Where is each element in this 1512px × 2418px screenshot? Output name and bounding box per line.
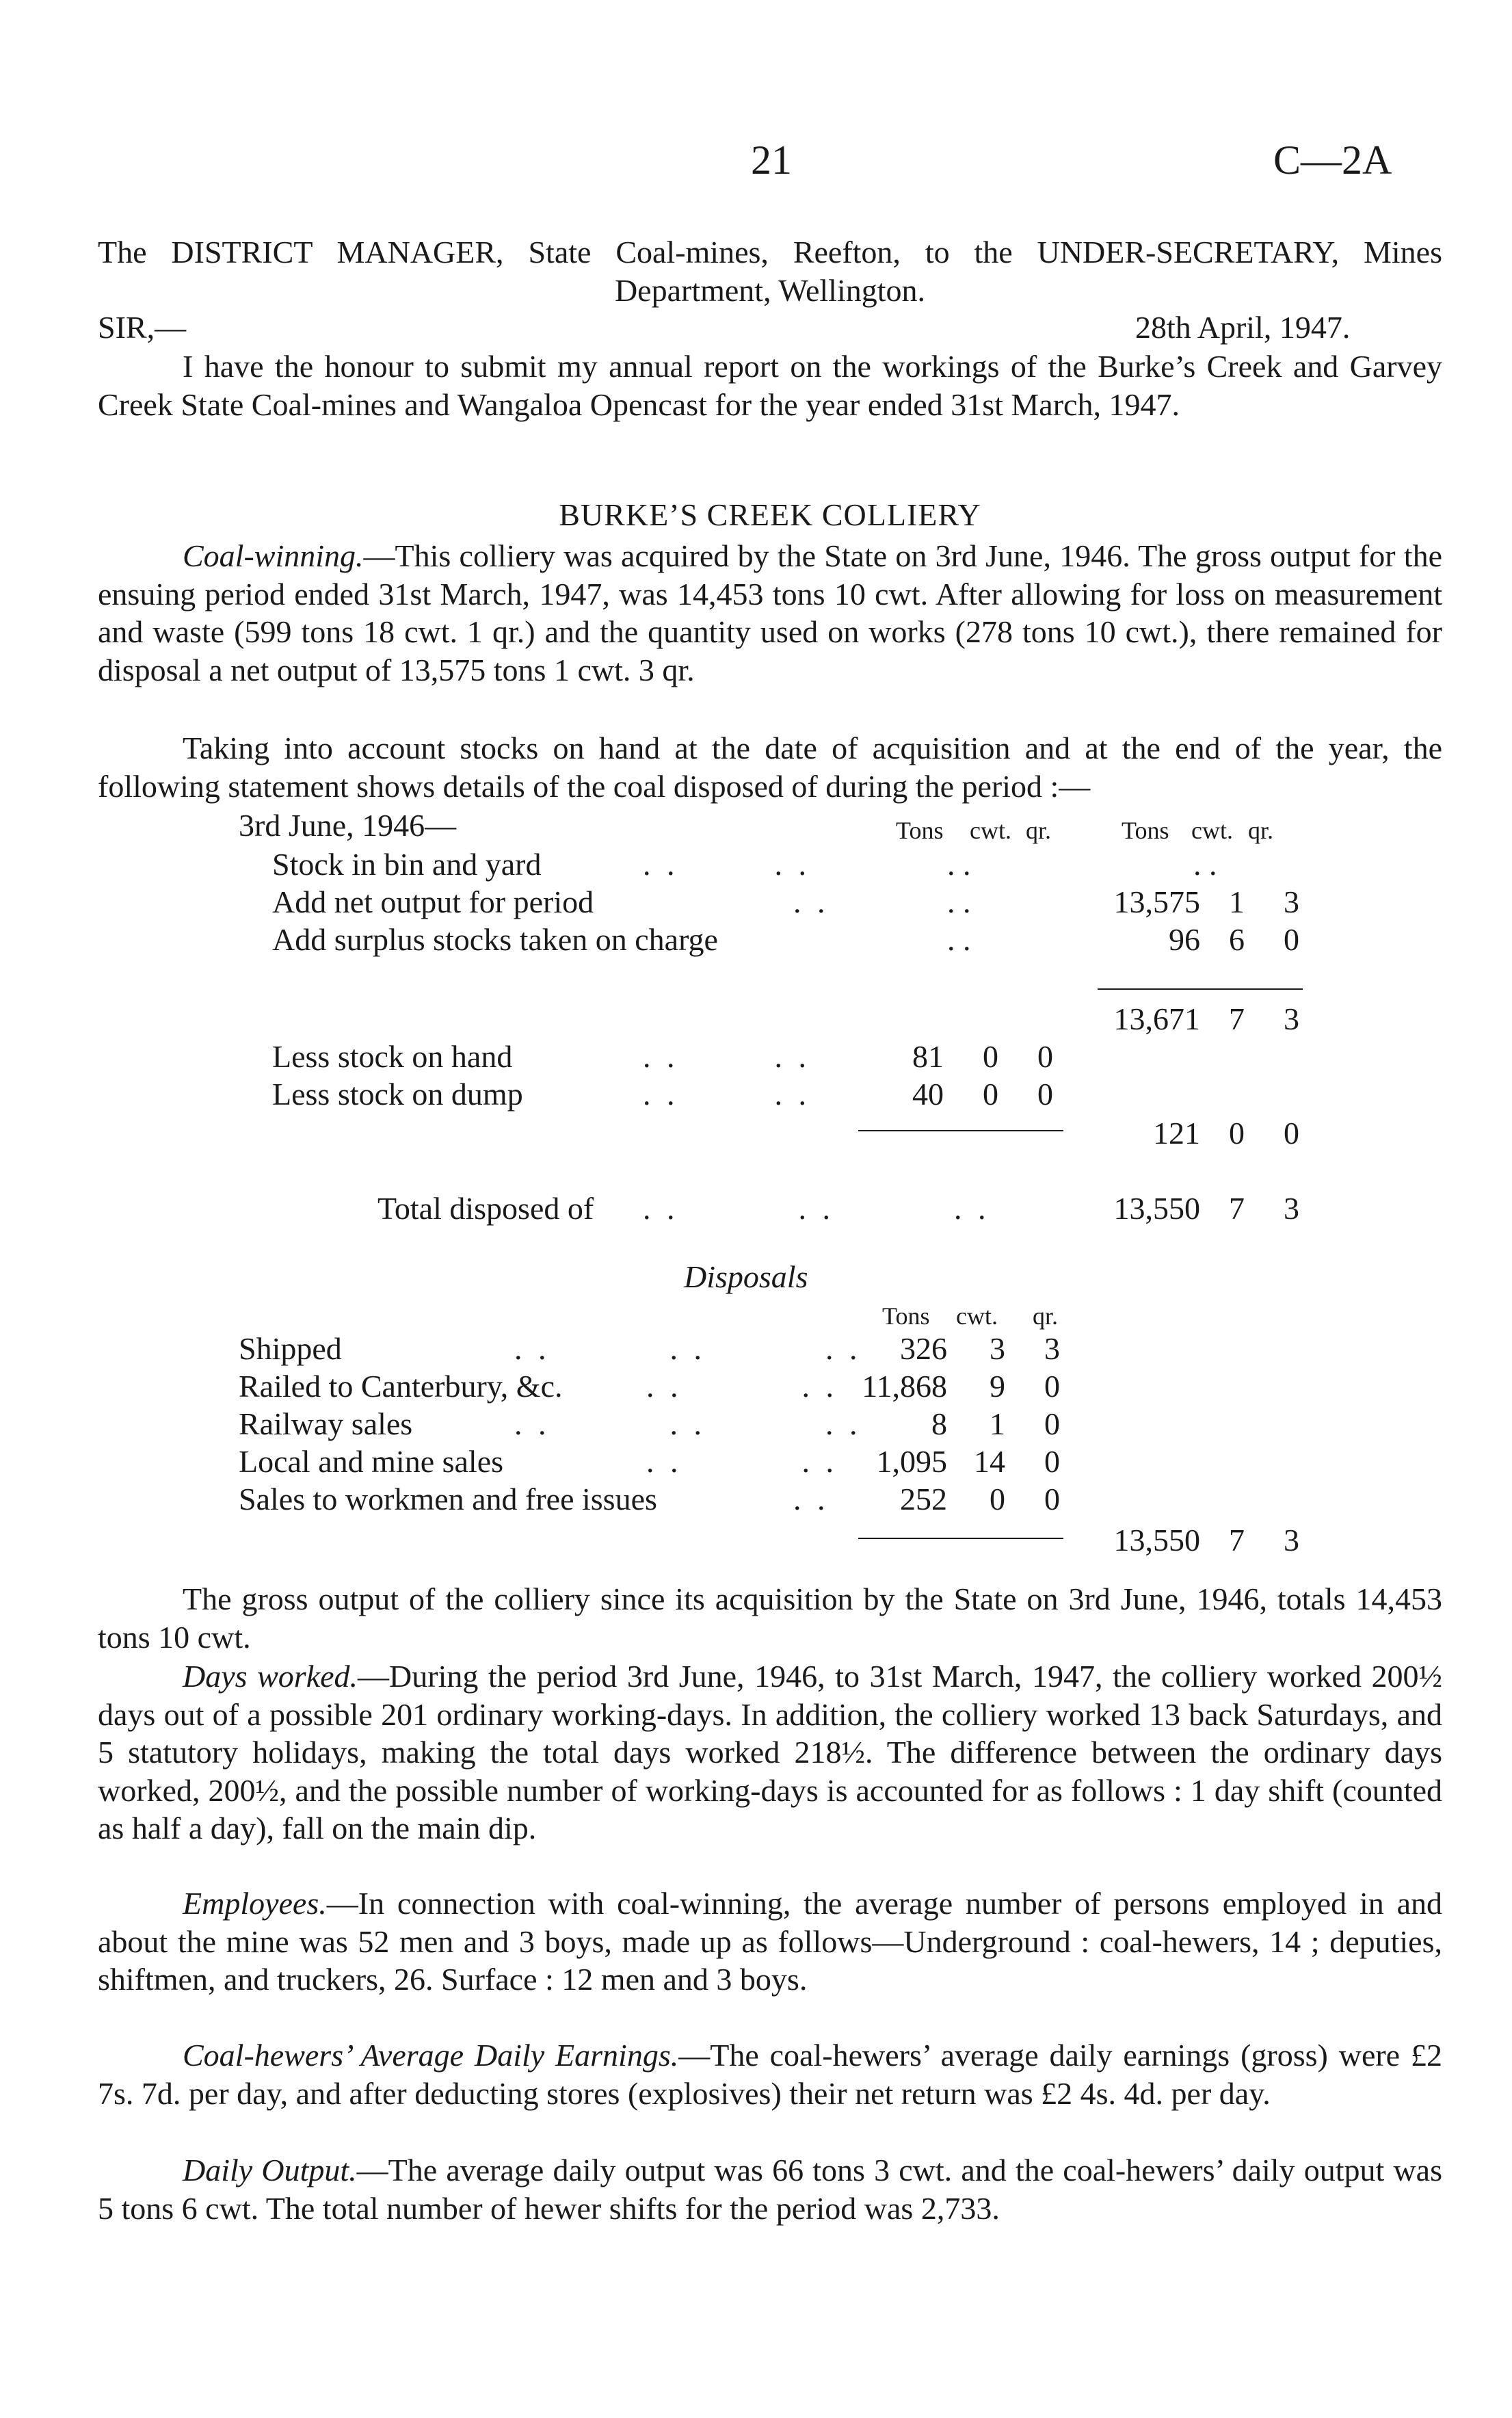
days-worked-paragraph xyxy=(98,1657,1442,1848)
disposal-row-qr: 0 xyxy=(1044,1444,1060,1479)
address-line-2: Department, Wellington. xyxy=(614,273,926,308)
subtotal-tons: 13,671 xyxy=(1113,1001,1200,1036)
daily-output-text: —The average daily output was 66 tons 3 cwt. and the coal-hewers’ daily output was 5 tons 6 cwt. The total number of hewer shifts for the period was 2,733. xyxy=(98,2153,1442,2226)
disposal-row-label: Railway sales xyxy=(239,1406,413,1441)
leader-dots: . . . . xyxy=(646,1369,838,1404)
less-row-cwt: 0 xyxy=(983,1039,998,1074)
statement-row-label: Stock in bin and yard xyxy=(272,847,542,882)
disposal-row-cwt: 14 xyxy=(974,1444,1005,1479)
stocks-paragraph: Taking into account stocks on hand at the date of acquisition and at the end of the year, the following statement shows details of the coal disposed of during the period :— xyxy=(98,731,1442,804)
leader-dots: . . . . . . xyxy=(514,1406,862,1441)
page-number: 21 xyxy=(751,137,792,183)
days-worked-heading: Days worked. xyxy=(183,1659,358,1694)
less-total-tons: 121 xyxy=(1153,1116,1200,1151)
disposal-row-qr: 0 xyxy=(1044,1369,1060,1404)
disposal-row-tons: 8 xyxy=(931,1406,947,1441)
leader-dots: . . xyxy=(947,922,971,957)
leader-dots: . . . . xyxy=(643,847,810,882)
employees-paragraph xyxy=(98,1884,1442,1999)
coal-winning-paragraph xyxy=(98,537,1442,689)
less-row-label: Less stock on dump xyxy=(272,1077,523,1112)
leader-dots: . . . . xyxy=(643,1077,810,1112)
statement-row-tons: . . xyxy=(1193,847,1217,882)
subtotal-cwt: 7 xyxy=(1229,1001,1245,1036)
earnings-heading: Coal-hewers’ Average Daily Earnings. xyxy=(183,2038,679,2073)
disposal-row-label: Sales to workmen and free issues xyxy=(239,1482,657,1516)
total-disposed-tons: 13,550 xyxy=(1113,1191,1200,1226)
less-total-rule xyxy=(858,1130,1063,1131)
disposals-col-qr: qr. xyxy=(1033,1302,1059,1330)
statement-row-tons: 13,575 xyxy=(1113,884,1200,919)
section-title: BURKE’S CREEK COLLIERY xyxy=(559,497,981,532)
days-worked-text: —During the period 3rd June, 1946, to 31st March, 1947, the colliery worked 200½ days out of a possible 201 ordinary working-days. In addition, the colliery worked 13 back Saturdays, and 5 statutory holidays, making the total days worked 218½. The difference between the ordinary days worked, 200½, and the possible number of working-days is accounted for as follows : 1 day shift (counted as half a day), fall on the main dip. xyxy=(98,1659,1442,1845)
leader-dots: . . xyxy=(793,1482,830,1516)
statement-col-qr-2: qr. xyxy=(1248,817,1274,844)
disposal-row-cwt: 0 xyxy=(990,1482,1005,1516)
leader-dots: . . xyxy=(947,884,971,919)
address-line-1: The DISTRICT MANAGER, State Coal-mines, Reefton, to the UNDER-SECRETARY, Mines xyxy=(98,235,1442,270)
statement-row-cwt: 1 xyxy=(1229,884,1245,919)
employees-heading: Employees. xyxy=(183,1886,327,1921)
earnings-text: —The coal-hewers’ average daily earnings (gross) were £2 7s. 7d. per day, and after deducting stores (explosives) their net return was £2 4s. 4d. per day. xyxy=(98,2038,1442,2111)
daily-output-heading: Daily Output. xyxy=(183,2153,357,2187)
leader-dots: . . . . xyxy=(646,1444,838,1479)
statement-row-qr: 0 xyxy=(1284,922,1299,957)
disposal-row-qr: 3 xyxy=(1044,1331,1060,1366)
coal-winning-heading: Coal-winning. xyxy=(183,538,364,573)
less-row-qr: 0 xyxy=(1037,1039,1053,1074)
statement-row-tons: 96 xyxy=(1169,922,1200,957)
disposals-title: Disposals xyxy=(684,1259,808,1294)
less-row-cwt: 0 xyxy=(983,1077,998,1112)
disposal-row-tons: 252 xyxy=(900,1482,947,1516)
gross-output-paragraph: The gross output of the colliery since its acquisition by the State on 3rd June, 1946, totals 14,453 tons 10 cwt. xyxy=(98,1581,1442,1655)
subtotal-rule xyxy=(1098,988,1303,990)
disposals-total-qr: 3 xyxy=(1284,1523,1299,1558)
statement-col-tons-2: Tons xyxy=(1122,817,1169,844)
statement-col-qr-1: qr. xyxy=(1026,817,1052,844)
leader-dots: . . . . xyxy=(643,1039,810,1074)
document-reference: C—2A xyxy=(1273,137,1392,183)
disposal-row-cwt: 1 xyxy=(990,1406,1005,1441)
coal-winning-text: —This colliery was acquired by the State on 3rd June, 1946. The gross output for the ensuing period ended 31st March, 1947, was 14,453 tons 10 cwt. After allowing for loss on measurement and waste (599 tons 18 cwt. 1 qr.) and the quantity used on works (278 tons 10 cwt.), there remained for disposal a net output of 13,575 tons 1 cwt. 3 qr. xyxy=(98,538,1442,687)
disposal-row-label: Shipped xyxy=(239,1331,342,1366)
disposal-row-cwt: 9 xyxy=(990,1369,1005,1404)
disposal-row-qr: 0 xyxy=(1044,1406,1060,1441)
total-disposed-label: Total disposed of xyxy=(377,1191,594,1226)
subtotal-qr: 3 xyxy=(1284,1001,1299,1036)
less-row-label: Less stock on hand xyxy=(272,1039,513,1074)
disposals-total-cwt: 7 xyxy=(1229,1523,1245,1558)
salutation: SIR,— xyxy=(98,310,187,345)
disposals-col-cwt: cwt. xyxy=(956,1302,998,1330)
statement-col-tons-1: Tons xyxy=(896,817,944,844)
leader-dots: . . . . . . xyxy=(643,1191,990,1226)
disposal-row-tons: 1,095 xyxy=(876,1444,947,1479)
disposal-row-label: Railed to Canterbury, &c. xyxy=(239,1369,563,1404)
disposal-row-tons: 11,868 xyxy=(862,1369,947,1404)
total-disposed-qr: 3 xyxy=(1284,1191,1299,1226)
employees-text: —In connection with coal-winning, the average number of persons employed in and about the mine was 52 men and 3 boys, made up as follows—Underground : coal-hewers, 14 ; deputies, shiftmen, and truckers, 26. Surface : 12 men and 3 boys. xyxy=(98,1886,1442,1997)
less-row-tons: 40 xyxy=(912,1077,944,1112)
less-row-tons: 81 xyxy=(912,1039,944,1074)
earnings-paragraph xyxy=(98,2036,1442,2112)
statement-col-cwt-2: cwt. xyxy=(1191,817,1233,844)
disposal-row-tons: 326 xyxy=(900,1331,947,1366)
statement-row-label: Add surplus stocks taken on charge xyxy=(272,922,718,957)
leader-dots: . . . . . . xyxy=(514,1331,862,1366)
statement-row-label: Add net output for period xyxy=(272,884,594,919)
disposal-row-qr: 0 xyxy=(1044,1482,1060,1516)
statement-col-cwt-1: cwt. xyxy=(970,817,1011,844)
intro-paragraph: I have the honour to submit my annual report on the workings of the Burke’s Creek and Garvey Creek State Coal-mines and Wangaloa Opencast for the year ended 31st March, 1947. xyxy=(98,349,1442,422)
disposal-row-cwt: 3 xyxy=(990,1331,1005,1366)
statement-row-qr: 3 xyxy=(1284,884,1299,919)
leader-dots: . . xyxy=(793,884,830,919)
less-total-cwt: 0 xyxy=(1229,1116,1245,1151)
leader-dots: . . xyxy=(947,847,971,882)
daily-output-paragraph xyxy=(98,2151,1442,2227)
less-total-qr: 0 xyxy=(1284,1116,1299,1151)
statement-date-label: 3rd June, 1946— xyxy=(239,808,457,843)
statement-row-cwt: 6 xyxy=(1229,922,1245,957)
less-row-qr: 0 xyxy=(1037,1077,1053,1112)
total-disposed-cwt: 7 xyxy=(1229,1191,1245,1226)
disposals-total-tons: 13,550 xyxy=(1113,1523,1200,1558)
disposals-col-tons: Tons xyxy=(882,1302,930,1330)
disposals-total-rule xyxy=(858,1538,1063,1539)
letter-date: 28th April, 1947. xyxy=(1135,310,1351,345)
disposal-row-label: Local and mine sales xyxy=(239,1444,504,1479)
